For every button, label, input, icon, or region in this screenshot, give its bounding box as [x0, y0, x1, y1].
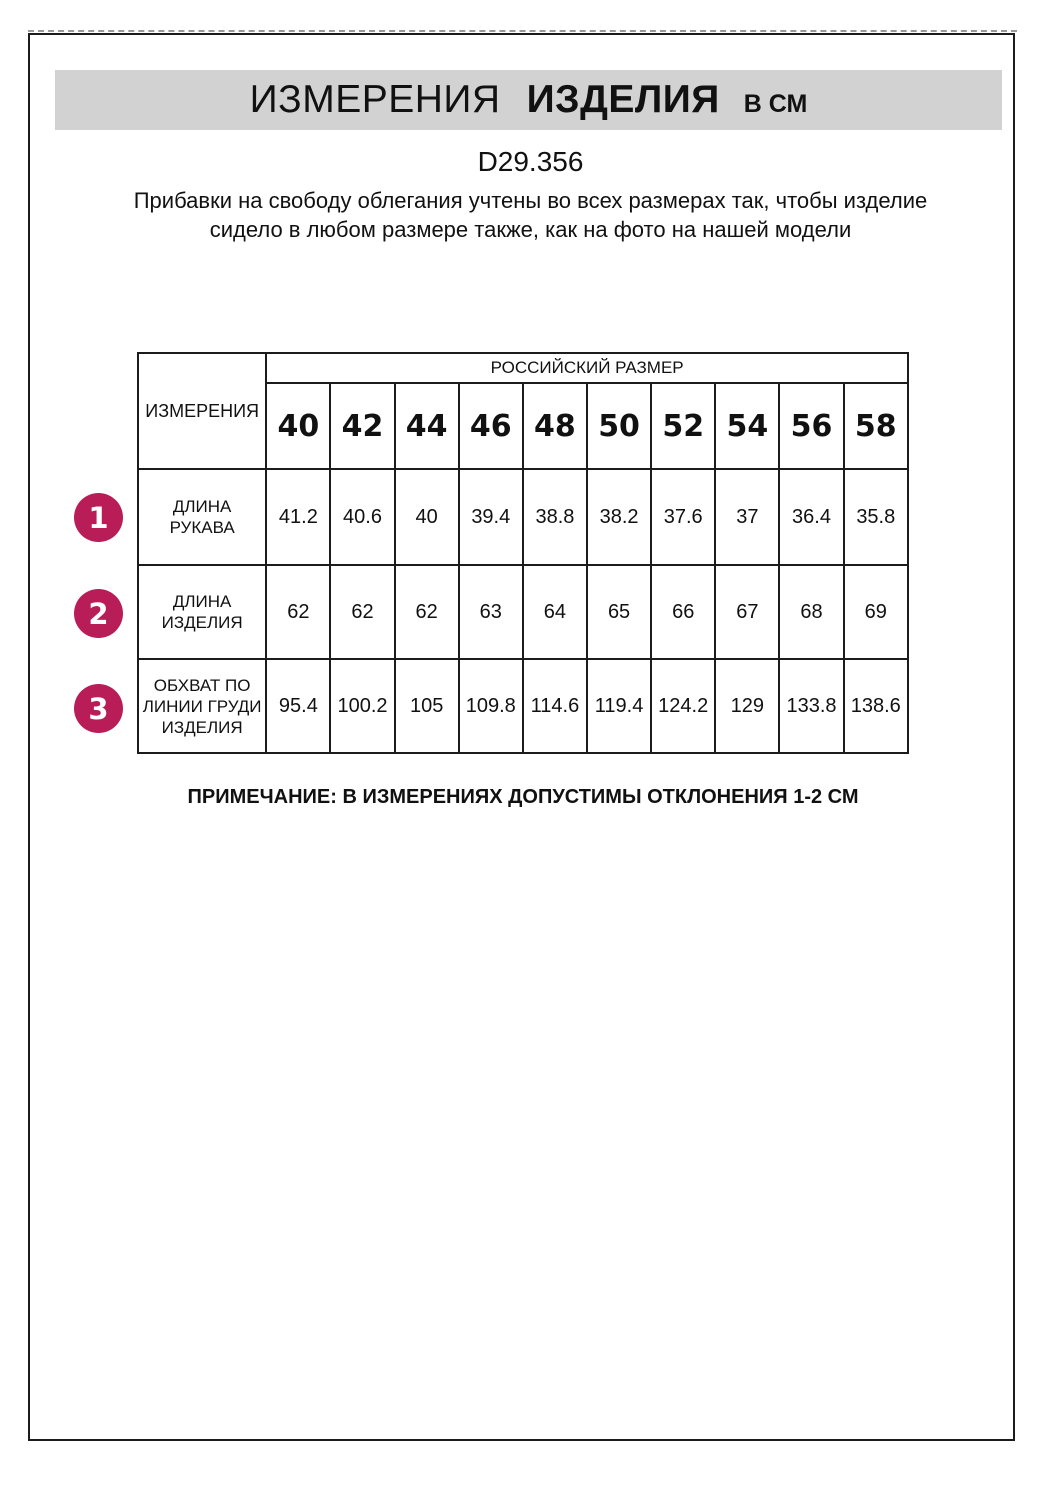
cell-value: 40 [395, 469, 459, 565]
row-number-badge-1 [74, 493, 123, 542]
row-number-badge-3 [74, 684, 123, 733]
cell-value: 37 [715, 469, 779, 565]
row-label-item-length: ДЛИНА ИЗДЕЛИЯ [138, 565, 266, 659]
cell-value: 138.6 [844, 659, 908, 753]
cell-value: 39.4 [459, 469, 523, 565]
row-label-sleeve-length: ДЛИНА РУКАВА [138, 469, 266, 565]
cell-value: 119.4 [587, 659, 651, 753]
size-col-42: 42 [330, 383, 394, 469]
size-table [137, 352, 909, 754]
table-row-chest-girth [138, 659, 908, 753]
model-code: D29.356 [477, 146, 584, 177]
russian-size-header: РОССИЙСКИЙ РАЗМЕР [266, 353, 908, 383]
cell-value: 62 [395, 565, 459, 659]
cell-value: 38.8 [523, 469, 587, 565]
title-unit: В СМ [743, 90, 808, 118]
size-col-40: 40 [266, 383, 330, 469]
measurements-column-header: ИЗМЕРЕНИЯ [138, 353, 266, 469]
cell-value: 35.8 [844, 469, 908, 565]
size-col-56: 56 [779, 383, 843, 469]
size-col-50: 50 [587, 383, 651, 469]
cell-value: 124.2 [651, 659, 715, 753]
row-number-badge-2 [74, 589, 123, 638]
top-dashed-line [28, 30, 1017, 32]
cell-value: 40.6 [330, 469, 394, 565]
size-col-58: 58 [844, 383, 908, 469]
cell-value: 133.8 [779, 659, 843, 753]
badge-digit: 3 [88, 691, 109, 726]
size-col-54: 54 [715, 383, 779, 469]
cell-value: 63 [459, 565, 523, 659]
cell-value: 100.2 [330, 659, 394, 753]
cell-value: 37.6 [651, 469, 715, 565]
cell-value: 36.4 [779, 469, 843, 565]
cell-value: 105 [395, 659, 459, 753]
size-col-44: 44 [395, 383, 459, 469]
cell-value: 41.2 [266, 469, 330, 565]
tolerance-note: ПРИМЕЧАНИЕ: В ИЗМЕРЕНИЯХ ДОПУСТИМЫ ОТКЛОНЕНИЯ 1-2 СМ [187, 786, 859, 808]
size-col-46: 46 [459, 383, 523, 469]
badge-digit: 1 [88, 500, 109, 535]
cell-value: 66 [651, 565, 715, 659]
fit-description: Прибавки на свободу облегания учтены во всех размерах так, чтобы изделие сидело в любом размере также, как на фото на нашей модели [133, 188, 928, 242]
table-row-sleeve-length [138, 469, 908, 565]
badge-digit: 2 [88, 596, 109, 631]
table-group-header-row [138, 353, 908, 383]
row-label-chest-girth: ОБХВАТ ПО ЛИНИИ ГРУДИ ИЗДЕЛИЯ [138, 659, 266, 753]
cell-value: 129 [715, 659, 779, 753]
title-word-measurements: ИЗМЕРЕНИЯ [249, 78, 501, 121]
cell-value: 67 [715, 565, 779, 659]
cell-value: 68 [779, 565, 843, 659]
cell-value: 65 [587, 565, 651, 659]
title-word-product: ИЗДЕЛИЯ [526, 78, 720, 121]
table-row-item-length [138, 565, 908, 659]
cell-value: 109.8 [459, 659, 523, 753]
cell-value: 62 [266, 565, 330, 659]
cell-value: 114.6 [523, 659, 587, 753]
size-col-48: 48 [523, 383, 587, 469]
size-col-52: 52 [651, 383, 715, 469]
title-band [55, 70, 1002, 130]
cell-value: 69 [844, 565, 908, 659]
cell-value: 38.2 [587, 469, 651, 565]
cell-value: 62 [330, 565, 394, 659]
cell-value: 64 [523, 565, 587, 659]
cell-value: 95.4 [266, 659, 330, 753]
